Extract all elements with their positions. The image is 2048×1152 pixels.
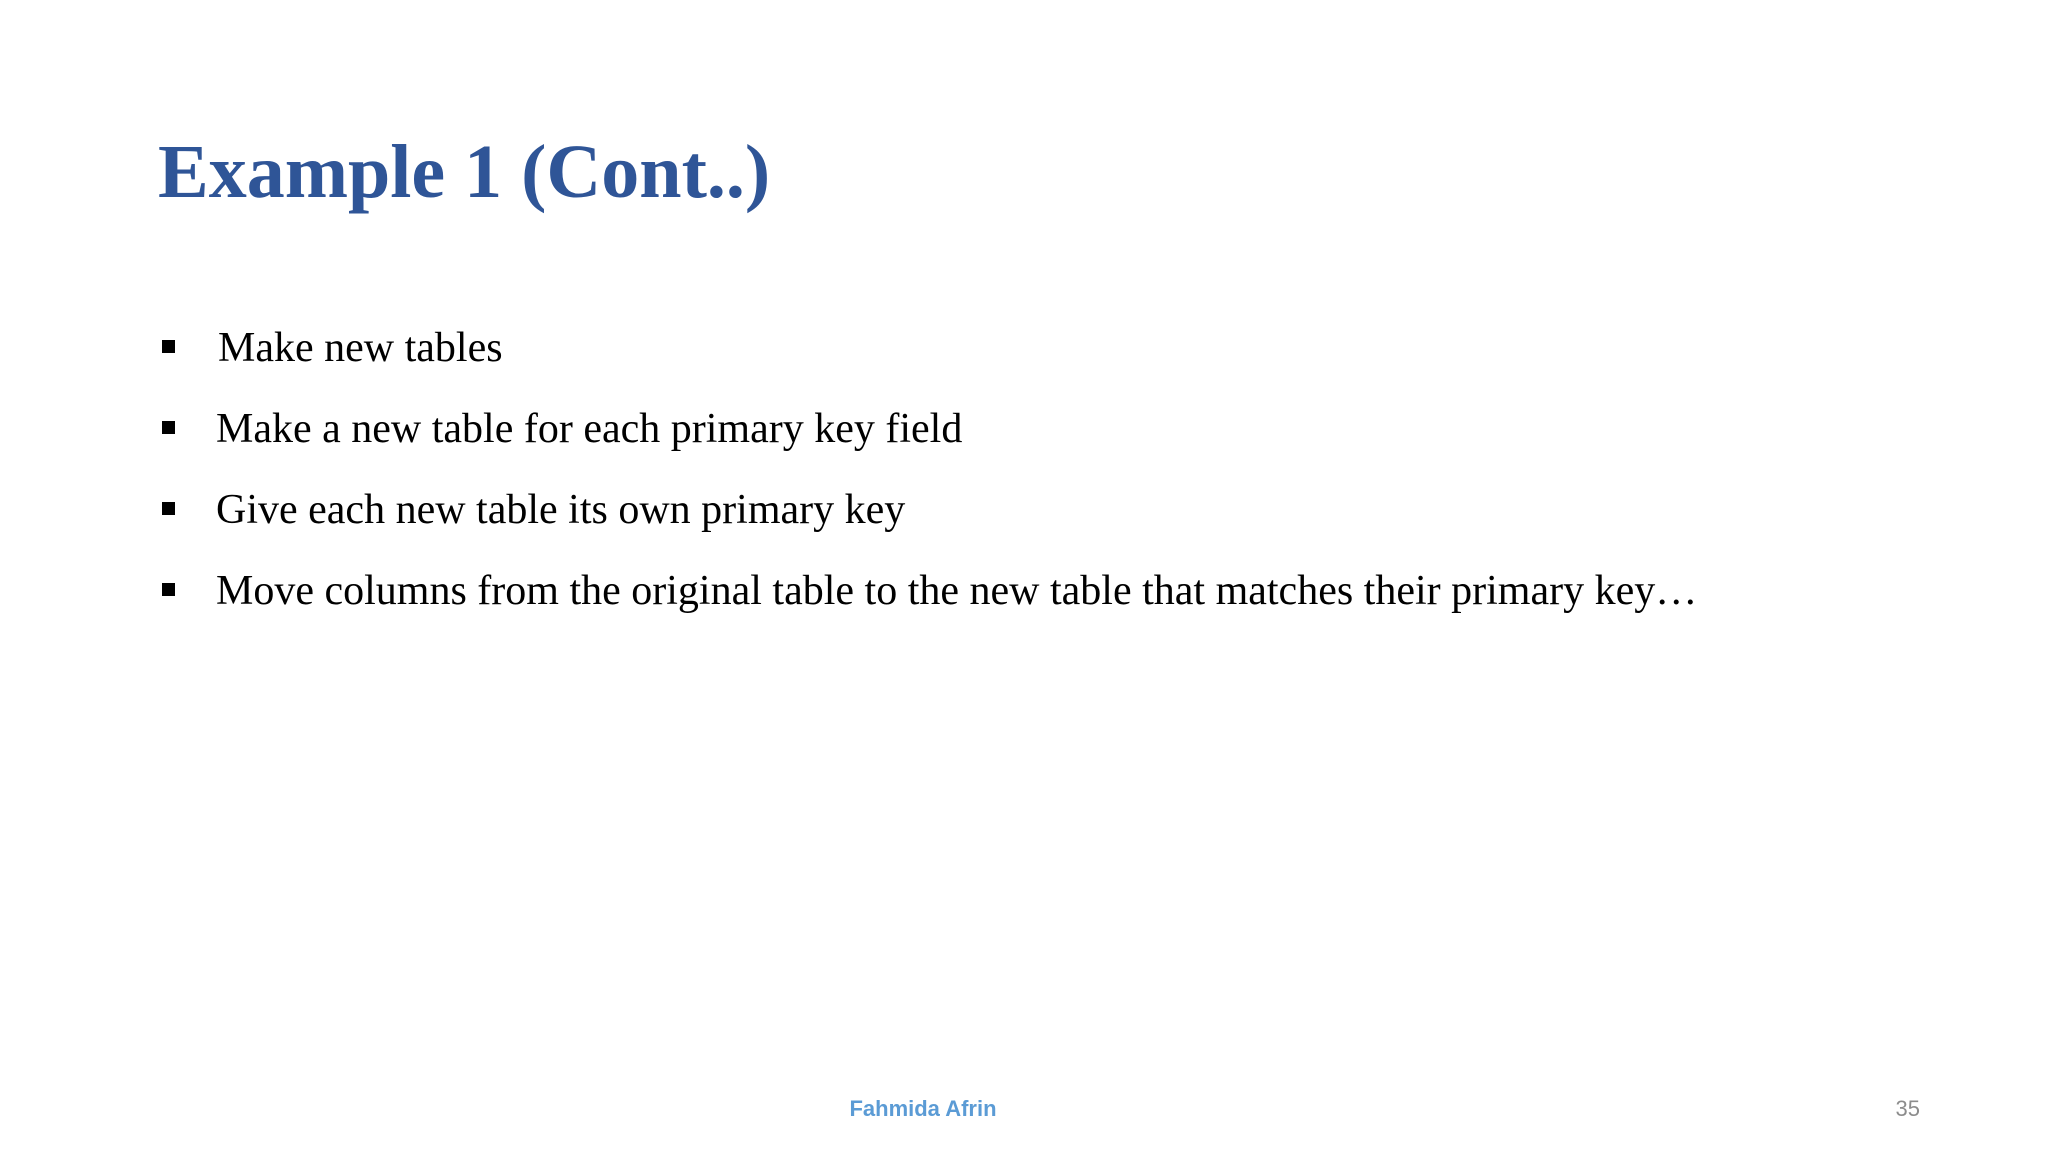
bullet-text: Give each new table its own primary key <box>216 487 906 533</box>
square-bullet-icon <box>162 583 175 596</box>
square-bullet-icon <box>162 502 175 515</box>
bullet-text: Make a new table for each primary key field <box>216 406 963 452</box>
page-number: 35 <box>1895 1096 1920 1121</box>
bullet-text: Make new tables <box>218 325 503 371</box>
square-bullet-icon <box>162 421 175 434</box>
slide-title: Example 1 (Cont..) <box>158 130 771 214</box>
footer-author: Fahmida Afrin <box>849 1096 997 1121</box>
bullet-text: Move columns from the original table to the new table that matches their primary key… <box>216 568 1698 614</box>
square-bullet-icon <box>162 340 175 353</box>
